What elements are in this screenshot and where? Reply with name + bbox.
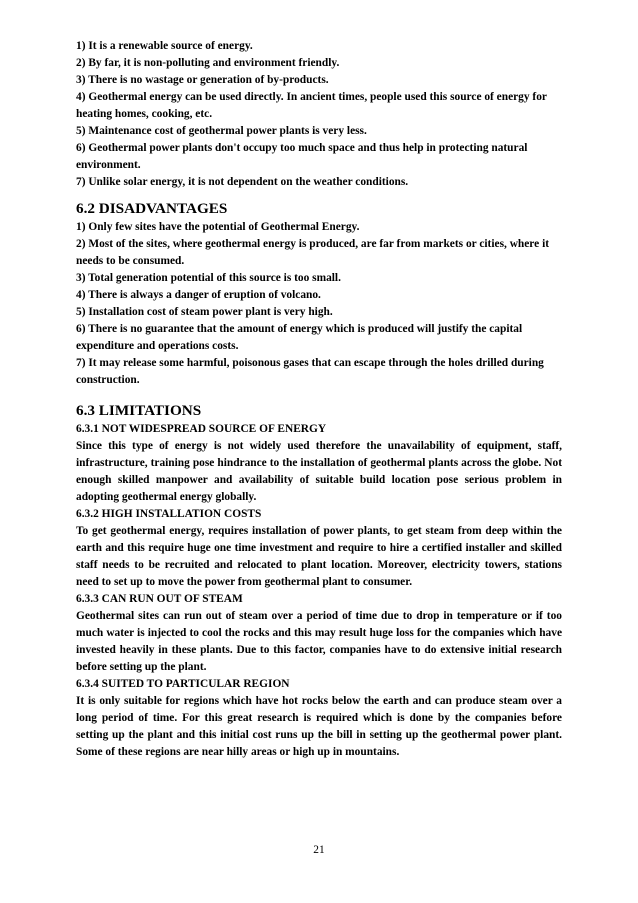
- disadvantages-heading: 6.2 DISADVANTAGES: [76, 200, 228, 217]
- page-number: 21: [313, 844, 325, 856]
- advantage-item-4: 4) Geothermal energy can be used directly. In ancient times, people used this source of energy for heating homes, cooking, etc.: [76, 91, 547, 120]
- advantage-item-5: 5) Maintenance cost of geothermal power plants is very less.: [76, 125, 367, 137]
- limitation-title-2: 6.3.2 HIGH INSTALLATION COSTS: [76, 508, 262, 520]
- limitation-text-4: It is only suitable for regions which have hot rocks below the earth and can produce steam over a long period of time. For this great research is required which is done by the companies before setting up the plant and this initial cost runs up the bill in setting up the geothermal power plant. Some of these regions are near hilly areas or high up in mountains.: [76, 695, 562, 758]
- document-page: [76, 38, 562, 761]
- limitation-text-3: Geothermal sites can run out of steam over a period of time due to drop in temperature or if too much water is injected to cool the rocks and this may result huge loss for the companies which have invested heavily in these plants. Due to this factor, companies have to do extensive initial research before setting up the plant.: [76, 610, 562, 673]
- disadvantage-item-3: 3) Total generation potential of this source is too small.: [76, 272, 341, 284]
- disadvantage-item-5: 5) Installation cost of steam power plant is very high.: [76, 306, 333, 318]
- disadvantage-item-6: 6) There is no guarantee that the amount of energy which is produced will justify the capital expenditure and operations costs.: [76, 323, 523, 352]
- disadvantage-item-4: 4) There is always a danger of eruption of volcano.: [76, 289, 321, 301]
- advantage-item-3: 3) There is no wastage or generation of by-products.: [76, 74, 329, 86]
- disadvantages-list: [76, 219, 562, 389]
- limitation-text-2: To get geothermal energy, requires installation of power plants, to get steam from deep within the earth and this require huge one time investment and require to hire a certified installer and skilled staff needs to be recruited and relocated to plant location. Moreover, electricity towers, stations need to set up to move the power from geothermal plant to consumer.: [76, 525, 562, 588]
- limitation-title-4: 6.3.4 SUITED TO PARTICULAR REGION: [76, 678, 290, 690]
- advantages-list: [76, 38, 562, 191]
- advantage-item-6: 6) Geothermal power plants don't occupy too much space and thus help in protecting natural environment.: [76, 142, 528, 171]
- advantage-item-1: 1) It is a renewable source of energy.: [76, 40, 253, 52]
- disadvantage-item-1: 1) Only few sites have the potential of Geothermal Energy.: [76, 221, 360, 233]
- limitation-title-3: 6.3.3 CAN RUN OUT OF STEAM: [76, 593, 243, 605]
- limitations-body: [76, 421, 562, 761]
- advantage-item-2: 2) By far, it is non-polluting and environment friendly.: [76, 57, 340, 69]
- limitation-text-1: Since this type of energy is not widely used therefore the unavailability of equipment, staff, infrastructure, training pose hindrance to the installation of geothermal plants across the globe. Not enough skilled manpower and availability of suitable build location pose serious problem in adopting geothermal energy globally.: [76, 440, 562, 503]
- limitation-title-1: 6.3.1 NOT WIDESPREAD SOURCE OF ENERGY: [76, 423, 327, 435]
- limitations-heading: 6.3 LIMITATIONS: [76, 402, 202, 419]
- disadvantage-item-7: 7) It may release some harmful, poisonous gases that can escape through the holes drilled during construction.: [76, 357, 544, 386]
- advantage-item-7: 7) Unlike solar energy, it is not dependent on the weather conditions.: [76, 176, 409, 188]
- disadvantage-item-2: 2) Most of the sites, where geothermal energy is produced, are far from markets or cities, where it needs to be consumed.: [76, 238, 550, 267]
